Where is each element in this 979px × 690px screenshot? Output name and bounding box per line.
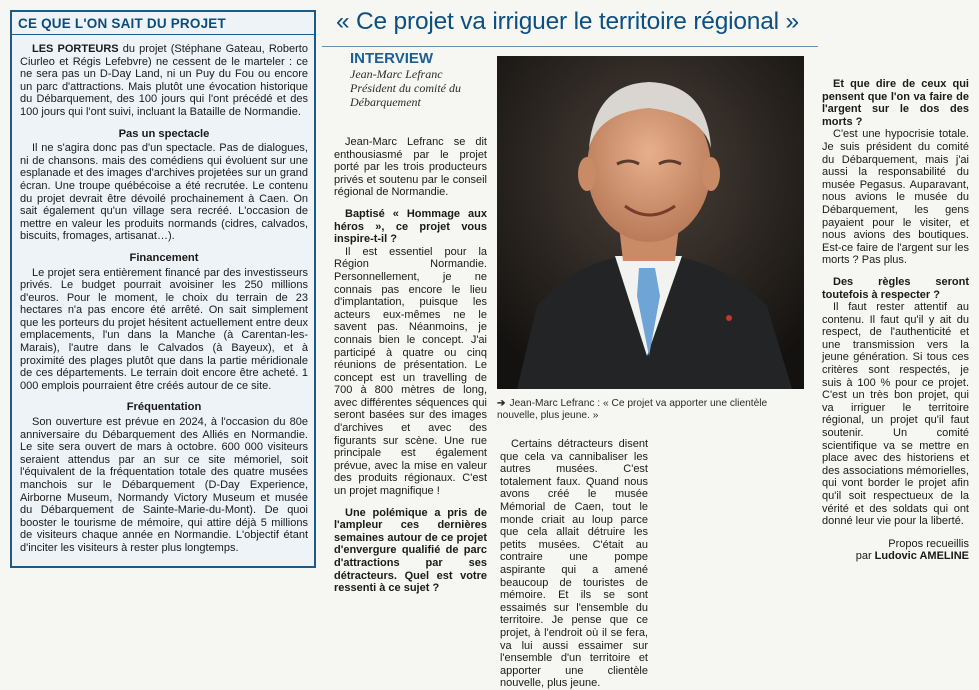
interviewee-role: Président du comité du Débarquement [350, 81, 461, 109]
photo-caption [497, 398, 807, 423]
sidebar-body [12, 35, 314, 555]
interview-tag: INTERVIEW [350, 50, 434, 67]
article-column-2 [500, 438, 648, 690]
question-2: Une polémique a pris de l'ampleur ces dernières semaines autour de ce projet d'envergure qualifié de parc d'attractions par ses détracteurs. Quel est votre ressenti à ce sujet ? [334, 506, 487, 595]
section-title-frequentation: Fréquentation [126, 401, 202, 414]
sidebar-intro-caps: LES PORTEURS [32, 43, 119, 55]
sidebar-box [10, 10, 316, 568]
headline-rule [322, 46, 818, 47]
answer-1: Il est essentiel pour la Région Normandie. Personnellement, je ne connais pas encore le lieu d'implantation, puisque les acteurs eux-mêmes ne le savent pas. Néanmoins, je connais bien le concept. J'ai participé à quatre ou cinq réunions de présentation. Le concept est un travelling de 700 à 800 mètres de long, avec différentes séquences qui seront basées sur des images d'archives et avec des figurants sur scène. Une rue principale est également prévue, avec la mise en valeur des produits régionaux. C'est un projet magnifique ! [334, 245, 487, 498]
sidebar-heading: CE QUE L'ON SAIT DU PROJET [12, 12, 314, 35]
question-1: Baptisé « Hommage aux héros », ce projet vous inspire-t-il ? [334, 207, 487, 246]
question-4: Des règles seront toutefois à respecter ? [822, 275, 969, 301]
portrait-illustration [497, 56, 804, 389]
caption-text: Jean-Marc Lefranc : « Ce projet va apporter une clientèle nouvelle, plus jeune. » [497, 398, 768, 422]
article-lead: Jean-Marc Lefranc se dit enthousiasmé par le projet porté par les trois producteurs privés et soutenu par le conseil régional de Normandie. [334, 136, 487, 199]
article-column-1 [334, 136, 487, 595]
section-text-frequentation: Son ouverture est prévue en 2024, à l'occasion du 80e anniversaire du Débarquement des Alliés en Normandie. Le site sera ouvert de mars à octobre. 600 000 visiteurs seraient attendus par an sur ce site mémoriel, soit l'équivalent de la fréquentation totale des quatre musées manchois sur le Débarquement (D-Day Experience, Airborne Museum, Normandy Victory Museum et musée du Débarquement de Sainte-Marie-du-Mont). De quoi booster le tourisme de mémoire, qui attire déjà 5 millions de visiteurs chaque année en Normandie. L'objectif étant d'inciter les visiteurs à rester plus longtemps. [20, 416, 308, 554]
answer-3: C'est une hypocrisie totale. Je suis président du comité du Débarquement, mais j'ai aussi la responsabilité du musée Pegasus. Auparavant, nous avions le musée du Débarquement, les gens payaient pour le visiter, et nous avions des boutiques. Est-ce faire de l'argent sur les morts ? Pas plus. [822, 128, 969, 267]
headline: « Ce projet va irriguer le territoire régional » [336, 8, 799, 35]
question-3: Et que dire de ceux qui pensent que l'on va faire de l'argent sur le dos des morts ? [822, 78, 969, 128]
section-text-spectacle: Il ne s'agira donc pas d'un spectacle. Pas de dialogues, ni de chansons. mais des comédiens qui évoluent sur une esplanade et des images d'archives projetées sur un grand écran. Une troupe québécoise a été recrutée. Le contenu du projet devrait être dévoilé prochainement à Caen. On sait également qu'un village sera recréé. L'occasion de mettre en valeur les produits normands (cidres, calvados, biscuits, fromages, artisanat…). [20, 142, 308, 243]
portrait-photo [497, 56, 804, 389]
sidebar-intro [20, 43, 308, 119]
section-title-spectacle: Pas un spectacle [118, 127, 210, 140]
byline-author: Ludovic AMELINE [874, 550, 969, 563]
answer-4: Il faut rester attentif au contenu. Il faut qu'il y ait du respect, de l'authenticité et une transmission vers la jeune génération. Si tous ces critères sont respectés, je suis à 100 % pour ce projet. C'est un très bon projet, qui va irriguer le territoire régional, un projet qu'il faut soutenir. Un comité scientifique va se mettre en place avec des historiens et des associations mémorielles, qui vont border le projet afin qu'il soit respectueux de la vérité et des soldats qui ont donné leur vie pour la liberté. [822, 301, 969, 528]
section-text-financement: Le projet sera entièrement financé par des investisseurs privés. Le budget pourrait avoisiner les 250 millions d'euros. Pour le moment, le choix du terrain de 23 hectares n'a pas encore été arrêté. On sait simplement que les porteurs du projet hésitent actuellement entre deux emplacements, l'un dans la Manche (à Carentan-les-Marais), l'autre dans le Calvados (à Bayeux), et à proximité des plages plutôt que dans la partie méridionale de ces départements. Le terrain doit encore être acheté. 1 000 emplois pourraient être créés autour de ce site. [20, 266, 308, 392]
byline-prefix: par [855, 550, 875, 563]
interview-block [350, 50, 490, 109]
section-title-financement: Financement [129, 251, 199, 264]
byline-line-1: Propos recueillis [888, 537, 969, 550]
arrow-icon: ➔ [497, 398, 506, 409]
byline-line-2 [822, 550, 969, 563]
interviewee-name: Jean-Marc Lefranc [350, 67, 443, 81]
article-column-4 [822, 52, 969, 563]
byline [822, 538, 969, 563]
answer-2-part-1: Certains détracteurs disent que cela va cannibaliser les autres musées. C'est totalement faux. Quand nous avons créé le musée Mémorial de Caen, tout le monde criait au loup parce que cela allait détruire les petits musées. C'était au contraire une pompe aspirante qui a amené beaucoup de touristes de mémoire. Et ils se sont essaimés sur l'ensemble du territoire. Je pense que ce projet, à l'endroit où il se fera, va lui aussi essaimer sur l'ensemble d'un territoire et apporter une clientèle nouvelle, plus jeune. [500, 438, 648, 690]
sidebar-intro-text: du projet (Stéphane Gateau, Roberto Ciurleo et Régis Lefebvre) ne cessent de le marteler : ce ne sera pas un D-Day Land, ni un Puy du Fou ou encore un parc d'attractions. Mais plutôt une évocation historique du Débarquement, des 100 jours qui l'ont précédé et des 100 jours qui l'ont suivi, incluant la Bataille de Normandie. [20, 43, 308, 118]
